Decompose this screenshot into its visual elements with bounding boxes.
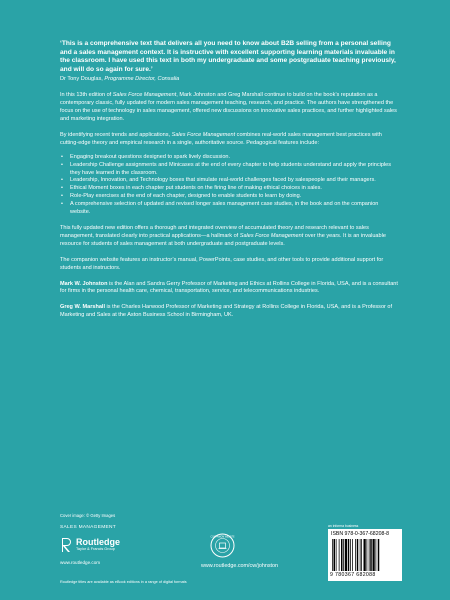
author-bio-marshall [60,304,400,320]
publisher-website: www.routledge.com [60,560,101,565]
publisher-name: Routledge [76,537,120,547]
author-name: Mark W. Johnston [60,280,108,287]
author-name: Greg W. Marshall [60,304,106,311]
cover-image-credit: Cover image: © Getty Images [60,513,116,518]
attribution-role: Programme Director, Consalia [104,76,180,83]
informa-label: an informa business [328,524,359,528]
barcode-bar [370,539,372,571]
quote-attribution [60,76,400,84]
publisher-group: Taylor & Francis Group [76,547,115,551]
barcode-bar [373,539,375,571]
barcode-bar [360,539,361,571]
routledge-wordmark [76,537,120,552]
feature-item: • A comprehensive selection of updated and revised longer sales management case studies, in the book and on the companion website. [70,201,400,217]
companion-website-badge-icon [210,533,235,558]
book-title-mention: Sales Force Management [112,92,177,99]
author-bio-text: is the Alan and Sandra Gerry Professor of Marketing and Ethics at Rollins College in Florida, USA, and is a consultant for firms in the personal health care, chemical, transportation, service, and telecommunications industries. [60,280,398,295]
intro-p1-text-b: , Mark Johnston and Greg Marshall continue to build on the book’s reputation as a contemporary classic, fully updated for modern sales management teaching, research, and practice. The authors have strengthened the focus on the use of technology in sales management, offered new discussions on innovative sales practices, and further highlighted sales and marketing integration. [60,92,397,122]
barcode-bar [341,539,343,571]
intro-p1-text-a: In this 13th edition of [60,92,113,99]
attribution-name: Dr Tony Douglas, [60,76,103,83]
companion-badge-text: COMPANION WEBSITE [210,535,235,539]
barcode-bar [367,539,368,571]
barcode-bar [336,539,337,571]
barcode-bar [364,539,366,571]
subject-category: SALES MANAGEMENT [60,525,116,530]
cover-footer [60,513,400,593]
barcode-bar [345,539,347,571]
intro-p2-text-b: combines real-world sales management best practices with cutting-edge theory and empirical research in a single, authoritative source. Pedagogical features include: [60,131,382,146]
isbn-barcode [328,529,402,581]
closing-paragraph-1 [60,225,400,249]
book-title-mention: Sales Force Management [239,232,304,239]
barcode-bar [352,539,353,571]
barcode-bar [355,539,356,571]
intro-p2-text-a: By identifying recent trends and applications, [60,131,172,138]
closing-p3-text-b: over the years. It is an invaluable resource for students of sales management at both undergraduate and postgraduate levels. [60,232,386,247]
ebook-note: Routledge titles are available as eBook editions in a range of digital formats [60,580,187,584]
feature-item: • Role-Play exercises at the end of each chapter, designed to enable students to learn by doing. [70,193,400,201]
barcode-bar [378,539,380,571]
intro-paragraph-1 [60,92,400,124]
closing-paragraph-2: The companion website features an instructor’s manual, PowerPoints, case studies, and other tools to provide additional support for students and instructors. [60,256,384,271]
isbn-text: ISBN 978-0-367-68208-8 [331,531,389,537]
barcode-bar [369,539,370,571]
feature-item: • Leadership Challenge assignments and Minicases at the end of every chapter to help students understand and apply the principles they have learned in the classroom. [70,162,400,178]
closing-p3-text-a: This fully updated new edition offers a thorough and integrated overview of accumulated theory and research relevant to sales management, translated clearly into practical applications—a hallmark of [60,224,369,239]
barcode-bar [376,539,377,571]
barcode-bars [332,539,398,571]
feature-item: • Engaging breakout questions designed to spark lively discussion. [70,154,400,162]
companion-website-url: www.routledge.com/cw/johnston [201,563,279,569]
barcode-bar [348,539,350,571]
author-bio-text: is the Charles Harwood Professor of Marketing and Strategy at Rollins College in Florida, USA, and is a Professor of Marketing and Sales at the Aston Business School in Birmingham, UK. [60,304,393,319]
barcode-bar [343,539,344,571]
feature-item: • Leadership, Innovation, and Technology boxes that simulate real-world challenges faced by salespeople and their managers. [70,177,400,185]
barcode-bar [350,539,351,571]
barcode-bar [332,539,333,571]
author-bio-johnston [60,281,400,297]
feature-item: • Ethical Moment boxes in each chapter put students on the firing line of making ethical choices in sales. [70,185,400,193]
book-title-mention: Sales Force Management [171,131,236,138]
cover-text-block [60,40,400,320]
intro-paragraph-2 [60,132,400,148]
barcode-bar [339,539,340,571]
barcode-bar [357,539,359,571]
barcode-bar [361,539,362,571]
feature-list [60,154,400,217]
endorsement-quote: ‘This is a comprehensive text that delivers all you need to know about B2B selling from a personal selling and a sales management context. It is instructive with excellent supporting learning materials invaluable in the classroom. I have used this text in both my undergraduate and some postgraduate teaching previously, and will do so again for sure.’ [60,40,396,73]
barcode-bar [334,539,336,571]
routledge-logo [60,537,120,553]
isbn-digits: 9 780367 682088 [330,572,376,578]
routledge-r-icon [60,537,72,553]
